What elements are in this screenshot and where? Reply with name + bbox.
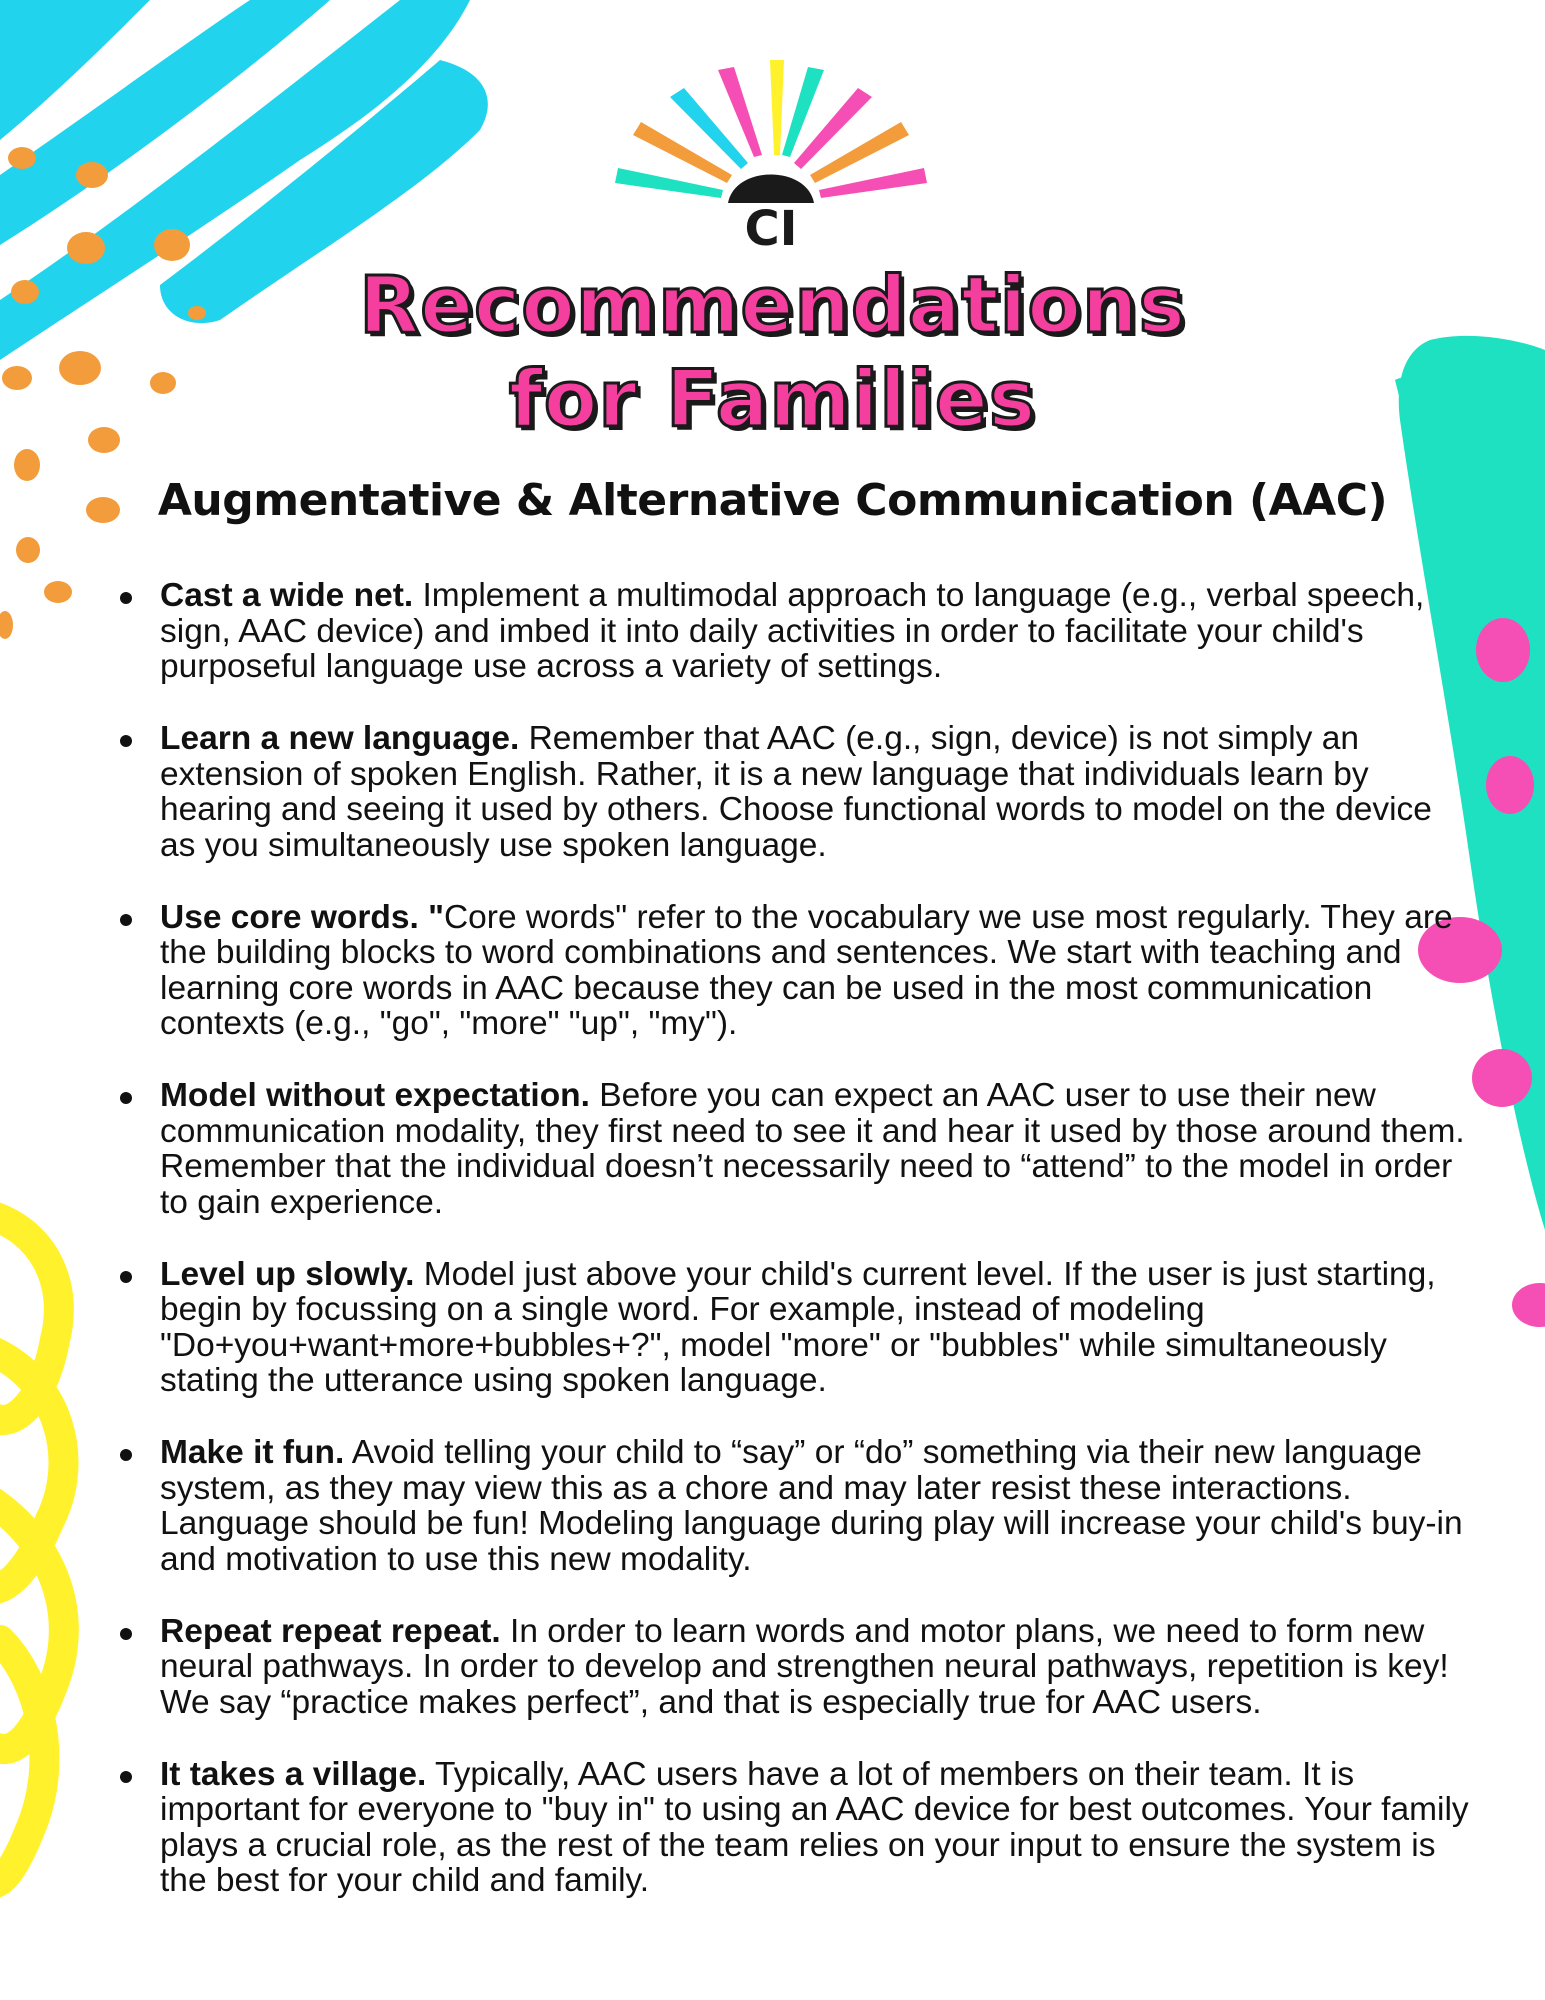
bullet-dot (120, 1271, 132, 1283)
logo-text: CI (744, 201, 798, 255)
item-text: Model just above your child's current level. If the user is just starting, begin by focussing on a single word. For example, instead of modeling "Do+you+want+more+bubbles+?", model "more" or "bubbles" while simultaneously stating the utterance using spoken language. (160, 1255, 1436, 1399)
bullet-dot (120, 592, 132, 604)
bullet-dot (120, 914, 132, 926)
logo-arc (728, 175, 814, 204)
item-lead: Repeat repeat repeat. (160, 1612, 501, 1650)
page-title-line-1: Recommendations (359, 261, 1186, 351)
list-item (120, 578, 1470, 685)
item-text: Before you can expect an AAC user to use their new communication modality, they first need to see it and hear it used by those around them. Remember that the individual doesn’t necessarily need to “attend” to the model in order to gain experience. (160, 1077, 1465, 1221)
item-lead: Level up slowly. (160, 1255, 415, 1293)
list-item (120, 1257, 1470, 1399)
list-item (120, 1078, 1470, 1220)
item-text: Avoid telling your child to “say” or “do” something via their new language system, as they may view this as a chore and may later resist these interactions. Language should be fun! Modeling language during play will increase your child's buy-in and motivation to use this new modality. (160, 1434, 1463, 1578)
bullet-dot (120, 1092, 132, 1104)
item-lead: Learn a new language. (160, 720, 520, 757)
item-text: In order to learn words and motor plans, we need to form new neural pathways. In order to develop and strengthen neural pathways, repetition is key! We say “practice makes perfect”, and that is especially true for AAC users. (160, 1612, 1449, 1721)
item-lead: Make it fun. (160, 1434, 345, 1471)
list-item (120, 1435, 1470, 1577)
ci-logo (610, 55, 930, 255)
bullet-dot (120, 1771, 132, 1783)
item-text: Implement a multimodal approach to language (e.g., verbal speech, sign, AAC device) and imbed it into daily activities in order to facilitate your child's purposeful language use across a variety of settings. (160, 577, 1425, 685)
item-lead: Cast a wide net. (160, 577, 414, 614)
bullet-dot (120, 1449, 132, 1461)
page-title-line-2: for Families (508, 355, 1037, 445)
list-item (120, 721, 1470, 863)
item-lead: Model without expectation. (160, 1077, 590, 1114)
bullet-dot (120, 1628, 132, 1640)
item-text: Core words" refer to the vocabulary we use most regularly. They are the building blocks to word combinations and sentences. We start with teaching and learning core words in AAC because they can be used in the most communication contexts (e.g., "go", "more" "up", "my"). (160, 898, 1453, 1042)
item-lead: It takes a village. (160, 1755, 427, 1793)
item-lead: Use core words. " (160, 898, 444, 936)
list-item (120, 1757, 1470, 1899)
yellow-loops (0, 1215, 64, 1883)
bullet-dot (120, 735, 132, 747)
item-text: Typically, AAC users have a lot of members on their team. It is important for everyone to "buy in" to using an AAC device for best outcomes. Your family plays a crucial role, as the rest of the team relies on your input to ensure the system is the best for your child and family. (160, 1755, 1469, 1899)
item-text: Remember that AAC (e.g., sign, device) is not simply an extension of spoken English. Rather, it is a new language that individuals learn by hearing and seeing it used by others. Choose functional words to model on the device as you simultaneously use spoken language. (160, 720, 1432, 864)
page-subtitle: Augmentative & Alternative Communication (AAC) (157, 475, 1388, 526)
list-item (120, 900, 1470, 1042)
recommendations-list (120, 578, 1470, 1935)
list-item (120, 1614, 1470, 1721)
